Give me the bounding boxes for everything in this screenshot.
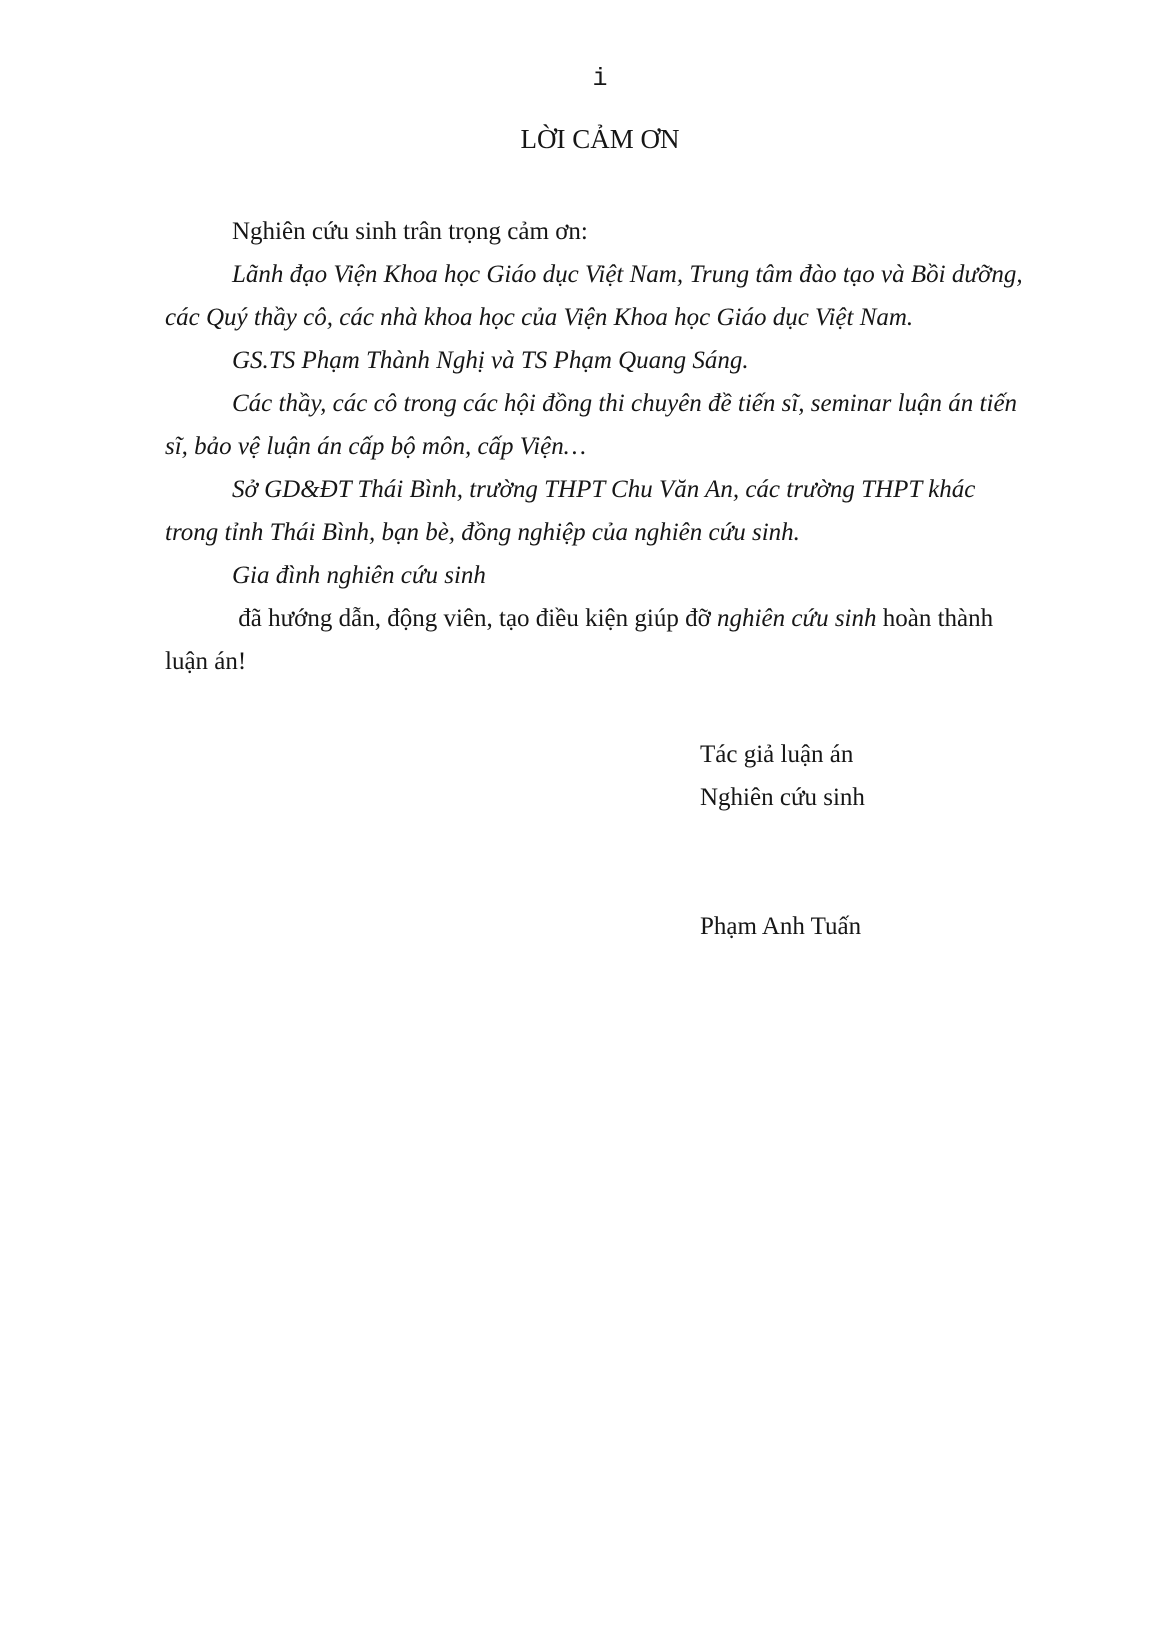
thanks-vnies-line-2: các Quý thầy cô, các nhà khoa học của Viện Khoa học Giáo dục Việt Nam. bbox=[165, 304, 914, 331]
thanks-vnies-line-1: Lãnh đạo Viện Khoa học Giáo dục Việt Nam, Trung tâm đào tạo và Bồi dưỡng, bbox=[232, 261, 1023, 288]
signature-block bbox=[700, 733, 1035, 948]
thanks-schools-line-2: trong tỉnh Thái Bình, bạn bè, đồng nghiệp của nghiên cứu sinh. bbox=[165, 519, 800, 546]
closing-line-1 bbox=[165, 597, 1035, 640]
signature-author-name: Phạm Anh Tuấn bbox=[700, 913, 862, 940]
thanks-committees-line-1: Các thầy, các cô trong các hội đồng thi chuyên đề tiến sĩ, seminar luận án tiến bbox=[232, 390, 1018, 417]
acknowledgment-body bbox=[165, 210, 1035, 683]
thanks-committees-line-2: sĩ, bảo vệ luận án cấp bộ môn, cấp Viện… bbox=[165, 433, 586, 460]
signature-role-line-1: Tác giả luận án bbox=[700, 741, 854, 768]
closing-line-2: luận án! bbox=[165, 648, 247, 675]
closing-segment-regular-1: đã hướng dẫn, động viên, tạo điều kiện giúp đỡ bbox=[232, 605, 718, 632]
thanks-schools-line-1: Sở GD&ĐT Thái Bình, trường THPT Chu Văn An, các trường THPT khác bbox=[232, 476, 976, 503]
closing-segment-regular-2: hoàn thành bbox=[876, 605, 994, 632]
signature-role-line-2: Nghiên cứu sinh bbox=[700, 784, 865, 811]
thanks-advisors-line: GS.TS Phạm Thành Nghị và TS Phạm Quang Sáng. bbox=[232, 347, 749, 374]
thanks-family-line: Gia đình nghiên cứu sinh bbox=[232, 562, 486, 589]
opening-line: Nghiên cứu sinh trân trọng cảm ơn: bbox=[232, 218, 588, 245]
page-title: LỜI CẢM ƠN bbox=[520, 124, 680, 154]
page-number: i bbox=[592, 64, 608, 93]
closing-segment-italic: nghiên cứu sinh bbox=[717, 605, 877, 632]
